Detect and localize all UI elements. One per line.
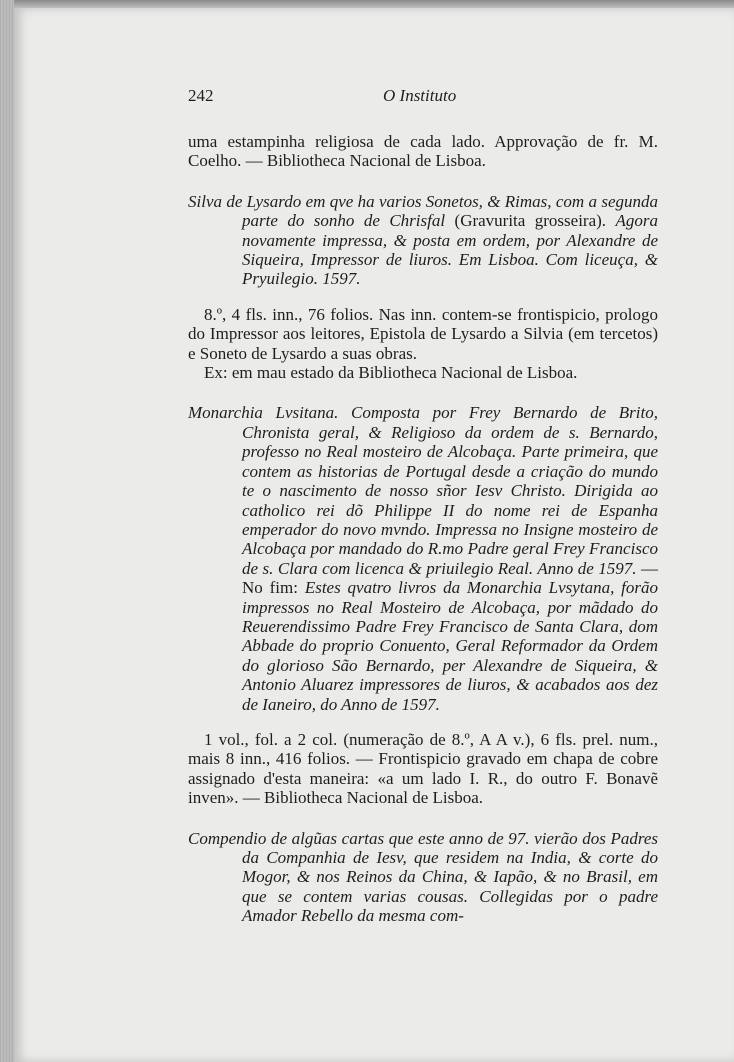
entry-note: (Gravurita grosseira).	[454, 211, 616, 231]
paragraph-continuation: uma estampinha religiosa de cada lado. Approvação de fr. M. Coelho. — Bibliotheca Nacional de Lisboa.	[188, 132, 658, 171]
entry-silva-de-lysardo	[188, 192, 658, 289]
paragraph-description: 8.º, 4 fls. inn., 76 folios. Nas inn. contem-se frontispicio, prologo do Impressor aos leitores, Epistola de Lysardo a Silvia (em tercetos) e Soneto de Lysardo a suas obras.	[188, 304, 658, 363]
page-content	[188, 86, 658, 926]
entry-note: — No fim:	[242, 558, 659, 598]
paragraph-description: 1 vol., fol. a 2 col. (numeração de 8.º, A A v.), 6 fls. prel. num., mais 8 inn., 416 folios. — Frontispicio gravado em chapa de cobre assignado d'esta maneira: «a um lado I. R., do outro F. Bonavẽ inven». — Bibliotheca Nacional de Lisboa.	[188, 729, 658, 808]
entry-monarchia-lusitana	[188, 403, 658, 714]
page-number: 242	[188, 86, 214, 105]
entry-title-part: Silva de Lysardo em qve ha varios Sonetos, & Rimas, com a segunda parte do sonho de Chrisfal	[188, 191, 658, 231]
entry-compendio: Compendio de algũas cartas que este anno de 97. vierão dos Padres da Companhia de Iesv, que residem na India, & corte do Mogor, & nos Reinos da China, & Iapão, & no Brasil, em que se contem varias cousas. Collegidas por o padre Amador Rebello da mesma com-	[188, 828, 658, 926]
page-header	[188, 86, 658, 108]
entry-title-part: Agora novamente impressa, & posta em ordem, por Alexandre de Siqueira, Impressor de liuros. Em Lisboa. Com liceuça, & Pryuilegio. 1597.	[242, 211, 659, 289]
running-title: O Instituto	[383, 86, 457, 105]
paragraph-exemplar: Ex: em mau estado da Bibliotheca Nacional de Lisboa.	[204, 363, 578, 383]
entry-title-part: Monarchia Lvsitana. Composta por Frey Bernardo de Brito, Chronista geral, & Religioso da ordem de s. Bernardo, professo no Real mosteiro de Alcobaça. Parte primeira, que contem as historias de Portugal desde a criação do mundo te o nascimento de nosso sñor Iesv Christo. Dirigida ao catholico rei dõ Philippe II do nome rei de Espanha emperador do novo mvndo. Impressa no Insigne mosteiro de Alcobaça por mandado do R.mo Padre geral Frey Francisco de s. Clara com licenca & priuilegio Real. Anno de 1597.	[188, 403, 658, 578]
entry-title-part: Estes qvatro livros da Monarchia Lvsytana, forão impressos no Real Mosteiro de Alcobaça, por mãdado do Reuerendissimo Padre Frey Francisco de Santa Clara, dom Abbade do proprio Conuento, Geral Reformador da Ordem do glorioso São Bernardo, per Alexandre de Siqueira, & Antonio Aluarez impressores de liuros, & acabados aos dez de Ianeiro, do Anno de 1597.	[242, 578, 659, 714]
book-gutter-edge	[0, 0, 14, 1062]
page-top-edge	[14, 0, 734, 8]
